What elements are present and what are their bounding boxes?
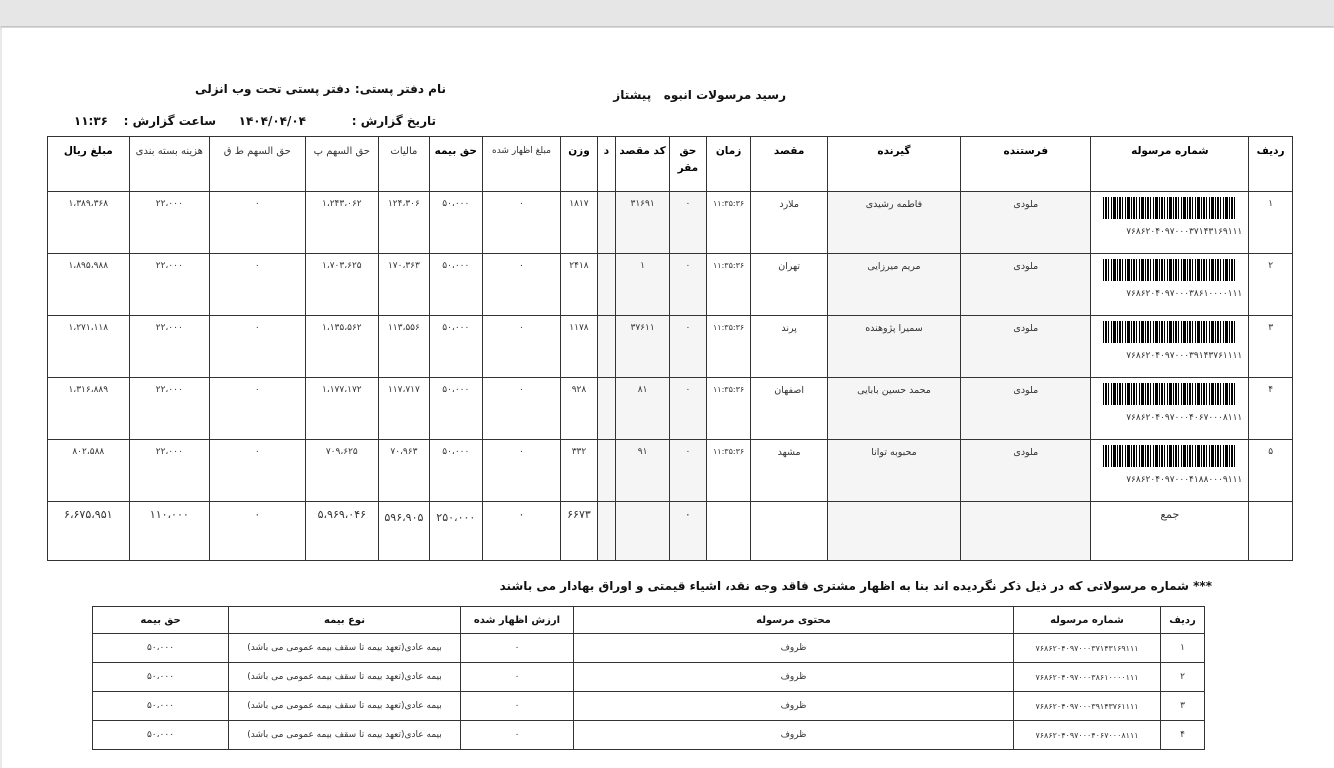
col-tax: مالیات <box>378 137 429 192</box>
sub-col-premium: حق بیمه <box>93 607 229 634</box>
total-weight: ۶۶۷۳ <box>561 502 598 561</box>
col-share-p: حق السهم پ <box>305 137 378 192</box>
sub-cell-insurance-type: بیمه عادی(تعهد بیمه تا سقف بیمه عمومی می باشد) <box>229 721 461 750</box>
office-label: نام دفتر پستی: <box>354 82 446 96</box>
sub-cell-content: ظروف <box>574 721 1014 750</box>
cell-d-value <box>597 316 615 378</box>
cell-shipment-code <box>1091 440 1249 502</box>
cell-sender-name: ملودی <box>961 192 1091 254</box>
viewer-toolbar <box>0 0 1334 26</box>
cell-declared-value: ۰ <box>482 378 560 440</box>
cell-amount-rial: ۱،۳۸۹،۳۶۸ <box>48 192 130 254</box>
cell-receiver-name: سمیرا پژوهنده <box>827 316 960 378</box>
col-sender: فرستنده <box>961 137 1091 192</box>
table-row <box>48 192 1293 254</box>
col-share-tq: حق السهم ط ق <box>209 137 305 192</box>
table-row <box>48 316 1293 378</box>
cell-time: ۱۱:۳۵:۳۶ <box>706 440 751 502</box>
cell-row-number: ۱ <box>1249 192 1293 254</box>
cell-shipment-code <box>1091 254 1249 316</box>
cell-declared-value: ۰ <box>482 440 560 502</box>
sub-cell-declared-value: ۰ <box>461 634 574 663</box>
total-insurance: ۲۵۰،۰۰۰ <box>429 502 482 561</box>
col-destination: مقصد <box>751 137 827 192</box>
cell-weight: ۳۳۲ <box>561 440 598 502</box>
cell-packing-fee: ۲۲،۰۰۰ <box>129 378 209 440</box>
total-share-tq: ۰ <box>209 502 305 561</box>
cell-amount-rial: ۱،۲۷۱،۱۱۸ <box>48 316 130 378</box>
cell-haq-maqar: ۰ <box>670 440 707 502</box>
sub-cell-insurance-type: بیمه عادی(تعهد بیمه تا سقف بیمه عمومی می باشد) <box>229 634 461 663</box>
cell-destination-code: ۹۱ <box>616 440 670 502</box>
cell-share-tq: ۰ <box>209 254 305 316</box>
cell-receiver-name: مریم میرزایی <box>827 254 960 316</box>
col-weight: وزن <box>561 137 598 192</box>
total-row <box>48 502 1293 561</box>
cell-amount-rial: ۸۰۲،۵۸۸ <box>48 440 130 502</box>
sub-col-ins-type: نوع بیمه <box>229 607 461 634</box>
cell-row-number: ۳ <box>1249 316 1293 378</box>
sub-cell-declared-value: ۰ <box>461 692 574 721</box>
cell-tax: ۱۱۷،۷۱۷ <box>378 378 429 440</box>
col-declared: مبلغ اظهار شده <box>482 137 560 192</box>
cell-sender-name: ملودی <box>961 254 1091 316</box>
receipt-page <box>2 27 1334 768</box>
col-row: ردیف <box>1249 137 1293 192</box>
sub-col-declared: ارزش اظهار شده <box>461 607 574 634</box>
cell-declared-value: ۰ <box>482 254 560 316</box>
cell-insurance-fee: ۵۰،۰۰۰ <box>429 316 482 378</box>
declaration-note: *** شماره مرسولاتی که در ذیل ذکر نگردیده اند بنا به اظهار مشتری فاقد وجه نقد، اشیاء قیمتی و اوراق بهادار می باشند <box>499 579 1212 593</box>
total-label: جمع <box>1091 502 1249 561</box>
cell-shipment-code <box>1091 316 1249 378</box>
cell-haq-maqar: ۰ <box>670 254 707 316</box>
time-label: ساعت گزارش : <box>123 114 216 128</box>
cell-tax: ۱۷۰،۳۶۳ <box>378 254 429 316</box>
sub-cell-shipment-code: ۷۶۸۶۲۰۴۰۹۷۰۰۰۳۹۱۴۳۷۶۱۱۱۱ <box>1014 692 1161 721</box>
total-share-p: ۵،۹۶۹،۰۴۶ <box>305 502 378 561</box>
cell-shipment-code <box>1091 378 1249 440</box>
cell-receiver-name: محبوبه توانا <box>827 440 960 502</box>
sub-cell-row-number: ۲ <box>1161 663 1205 692</box>
col-insurance: حق بیمه <box>429 137 482 192</box>
cell-share-p: ۱،۷۰۳،۶۲۵ <box>305 254 378 316</box>
cell-share-tq: ۰ <box>209 192 305 254</box>
table-row <box>48 440 1293 502</box>
sub-cell-insurance-type: بیمه عادی(تعهد بیمه تا سقف بیمه عمومی می باشد) <box>229 692 461 721</box>
cell-receiver-name: فاطمه رشیدی <box>827 192 960 254</box>
office-value: دفتر پستی تحت وب انزلی <box>195 82 350 96</box>
cell-share-tq: ۰ <box>209 440 305 502</box>
cell-receiver-name: محمد حسین بابایی <box>827 378 960 440</box>
cell-packing-fee: ۲۲،۰۰۰ <box>129 316 209 378</box>
sub-cell-insurance-premium: ۵۰،۰۰۰ <box>93 663 229 692</box>
sub-cell-declared-value: ۰ <box>461 663 574 692</box>
sub-cell-content: ظروف <box>574 692 1014 721</box>
cell-destination: مشهد <box>751 440 827 502</box>
cell-destination-code: ۱ <box>616 254 670 316</box>
cell-share-tq: ۰ <box>209 378 305 440</box>
sub-col-code: شماره مرسوله <box>1014 607 1161 634</box>
barcode-image <box>1103 321 1237 343</box>
cell-share-p: ۱،۱۷۷،۱۷۲ <box>305 378 378 440</box>
sub-cell-shipment-code: ۷۶۸۶۲۰۴۰۹۷۰۰۰۳۸۶۱۰۰۰۰۱۱۱ <box>1014 663 1161 692</box>
cell-shipment-code <box>1091 192 1249 254</box>
shipment-code-text: ۷۶۸۶۲۰۴۰۹۷۰۰۰۳۹۱۴۳۷۶۱۱۱۱ <box>1126 351 1243 361</box>
insurance-row <box>93 634 1205 663</box>
cell-destination: ملارد <box>751 192 827 254</box>
sub-cell-shipment-code: ۷۶۸۶۲۰۴۰۹۷۰۰۰۳۷۱۴۳۱۶۹۱۱۱ <box>1014 634 1161 663</box>
table-header-row <box>48 137 1293 192</box>
sub-cell-content: ظروف <box>574 634 1014 663</box>
total-empty <box>597 502 615 561</box>
cell-amount-rial: ۱،۸۹۵،۹۸۸ <box>48 254 130 316</box>
barcode-image <box>1103 259 1237 281</box>
total-amount: ۶،۶۷۵،۹۵۱ <box>48 502 130 561</box>
cell-share-p: ۱،۲۴۳،۰۶۲ <box>305 192 378 254</box>
col-receiver: گیرنده <box>827 137 960 192</box>
col-time: زمان <box>706 137 751 192</box>
sub-cell-row-number: ۳ <box>1161 692 1205 721</box>
cell-tax: ۷۰،۹۶۳ <box>378 440 429 502</box>
table-row <box>48 254 1293 316</box>
total-empty <box>751 502 827 561</box>
total-haq-maqar: ۰ <box>670 502 707 561</box>
cell-share-p: ۷۰۹،۶۲۵ <box>305 440 378 502</box>
cell-amount-rial: ۱،۳۱۶،۸۸۹ <box>48 378 130 440</box>
cell-time: ۱۱:۳۵:۳۶ <box>706 254 751 316</box>
sub-cell-insurance-premium: ۵۰،۰۰۰ <box>93 721 229 750</box>
cell-insurance-fee: ۵۰،۰۰۰ <box>429 440 482 502</box>
date-label: تاریخ گزارش : <box>351 114 436 128</box>
total-empty <box>616 502 670 561</box>
cell-haq-maqar: ۰ <box>670 378 707 440</box>
cell-time: ۱۱:۳۵:۳۶ <box>706 192 751 254</box>
cell-packing-fee: ۲۲،۰۰۰ <box>129 440 209 502</box>
cell-time: ۱۱:۳۵:۳۶ <box>706 316 751 378</box>
cell-weight: ۱۸۱۷ <box>561 192 598 254</box>
shipments-table <box>47 136 1293 561</box>
report-title <box>613 88 786 102</box>
cell-weight: ۹۲۸ <box>561 378 598 440</box>
cell-weight: ۱۱۷۸ <box>561 316 598 378</box>
cell-d-value <box>597 440 615 502</box>
cell-destination-code: ۸۱ <box>616 378 670 440</box>
cell-sender-name: ملودی <box>961 378 1091 440</box>
cell-destination: اصفهان <box>751 378 827 440</box>
cell-haq-maqar: ۰ <box>670 316 707 378</box>
cell-tax: ۱۱۳،۵۵۶ <box>378 316 429 378</box>
service-type: پیشتاز <box>613 88 652 102</box>
total-declared: ۰ <box>482 502 560 561</box>
cell-row-number: ۴ <box>1249 378 1293 440</box>
cell-destination: پرند <box>751 316 827 378</box>
date-value: ۱۴۰۴/۰۴/۰۴ <box>238 114 306 128</box>
cell-insurance-fee: ۵۰،۰۰۰ <box>429 378 482 440</box>
sub-cell-insurance-type: بیمه عادی(تعهد بیمه تا سقف بیمه عمومی می باشد) <box>229 663 461 692</box>
cell-tax: ۱۲۴،۳۰۶ <box>378 192 429 254</box>
cell-destination-code: ۳۱۶۹۱ <box>616 192 670 254</box>
cell-sender-name: ملودی <box>961 440 1091 502</box>
sub-col-content: محتوی مرسوله <box>574 607 1014 634</box>
shipment-code-text: ۷۶۸۶۲۰۴۰۹۷۰۰۰۳۸۶۱۰۰۰۰۱۱۱ <box>1126 289 1243 299</box>
cell-time: ۱۱:۳۵:۳۶ <box>706 378 751 440</box>
sub-cell-shipment-code: ۷۶۸۶۲۰۴۰۹۷۰۰۰۴۰۶۷۰۰۰۸۱۱۱ <box>1014 721 1161 750</box>
col-amount: مبلغ ریال <box>48 137 130 192</box>
cell-sender-name: ملودی <box>961 316 1091 378</box>
col-d: د <box>597 137 615 192</box>
cell-insurance-fee: ۵۰،۰۰۰ <box>429 254 482 316</box>
cell-share-p: ۱،۱۳۵،۵۶۲ <box>305 316 378 378</box>
col-packing: هزینه بسته بندی <box>129 137 209 192</box>
cell-row-number: ۲ <box>1249 254 1293 316</box>
insurance-row <box>93 663 1205 692</box>
insurance-row <box>93 721 1205 750</box>
cell-declared-value: ۰ <box>482 316 560 378</box>
sub-cell-row-number: ۱ <box>1161 634 1205 663</box>
cell-row-number: ۵ <box>1249 440 1293 502</box>
sub-cell-row-number: ۴ <box>1161 721 1205 750</box>
insurance-row <box>93 692 1205 721</box>
barcode-image <box>1103 197 1237 219</box>
shipment-code-text: ۷۶۸۶۲۰۴۰۹۷۰۰۰۴۱۸۸۰۰۰۹۱۱۱ <box>1126 475 1243 485</box>
cell-d-value <box>597 378 615 440</box>
total-tax: ۵۹۶،۹۰۵ <box>378 502 429 561</box>
total-empty <box>961 502 1091 561</box>
sub-cell-content: ظروف <box>574 663 1014 692</box>
barcode-image <box>1103 383 1237 405</box>
barcode-image <box>1103 445 1237 467</box>
insurance-table <box>92 606 1205 750</box>
time-value: ۱۱:۳۶ <box>73 114 108 128</box>
sub-cell-declared-value: ۰ <box>461 721 574 750</box>
total-empty <box>827 502 960 561</box>
shipment-code-text: ۷۶۸۶۲۰۴۰۹۷۰۰۰۴۰۶۷۰۰۰۸۱۱۱ <box>1126 413 1243 423</box>
col-code: شماره مرسوله <box>1091 137 1249 192</box>
cell-destination: تهران <box>751 254 827 316</box>
total-empty <box>706 502 751 561</box>
cell-weight: ۲۴۱۸ <box>561 254 598 316</box>
cell-destination-code: ۳۷۶۱۱ <box>616 316 670 378</box>
col-haq-maqar: حق مقر <box>670 137 707 192</box>
cell-d-value <box>597 254 615 316</box>
cell-packing-fee: ۲۲،۰۰۰ <box>129 192 209 254</box>
sub-cell-insurance-premium: ۵۰،۰۰۰ <box>93 692 229 721</box>
cell-packing-fee: ۲۲،۰۰۰ <box>129 254 209 316</box>
cell-declared-value: ۰ <box>482 192 560 254</box>
shipment-code-text: ۷۶۸۶۲۰۴۰۹۷۰۰۰۳۷۱۴۳۱۶۹۱۱۱ <box>1126 227 1243 237</box>
cell-share-tq: ۰ <box>209 316 305 378</box>
col-dest-code: کد مقصد <box>616 137 670 192</box>
table-row <box>48 378 1293 440</box>
total-packing: ۱۱۰،۰۰۰ <box>129 502 209 561</box>
total-empty <box>1249 502 1293 561</box>
cell-insurance-fee: ۵۰،۰۰۰ <box>429 192 482 254</box>
sub-cell-insurance-premium: ۵۰،۰۰۰ <box>93 634 229 663</box>
report-title-text: رسید مرسولات انبوه <box>663 88 786 102</box>
insurance-header-row <box>93 607 1205 634</box>
sub-col-row: ردیف <box>1161 607 1205 634</box>
cell-haq-maqar: ۰ <box>670 192 707 254</box>
cell-d-value <box>597 192 615 254</box>
